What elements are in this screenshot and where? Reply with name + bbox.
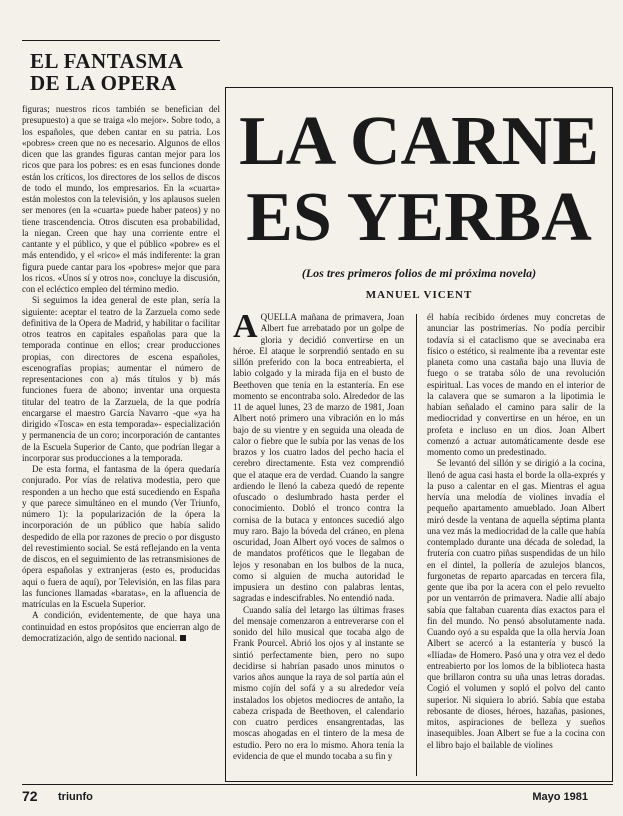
footer-rule [22,784,613,785]
end-square-icon [180,635,186,641]
feature-headline [226,104,612,256]
opening-text: mañana de primavera, Joan Albert fue arrebatado por un golpe de gloria y decidió convertirse en un héroe. El ataque le sorprendió sentado en su sillón preferido con la boca entreabierta, el labio colgado y la mirada fija en el busto de Beethoven que tenía en la estantería. En ese momento se encontraba solo. Alrededor de las 11 de aquel lunes, 23 de marzo de 1981, Joan Albert notó primero una vibración en lo más bajo de su vientre y en seguida una oleada de calor o fiebre que le subía por las venas de los brazos y los cuatro lados del pecho hacia el cerebro directamente. Esta vez comprendió que el ataque era de verdad. Cuando la sangre ardiendo le llenó la cabeza quedó de repente ofuscado o deslumbrado hasta perder el conocimiento. Dobló el tronco contra la cornisa de la butaca y entonces sucedió algo muy raro. Bajo la bóveda del cráneo, en plena oscuridad, Joan Albert oyó voces de salmos o de mandatos proféticos que le llegaban de lejos y resonaban en los bulbos de la nuca, como si alguien de mucha autoridad le impusiera un destino con palabras lentas, sagradas e indescifrables. No entendió nada. [233,312,404,604]
drop-cap: A [233,312,258,345]
section-title [30,50,220,94]
section-title-line1: EL FANTASMA [30,49,184,73]
left-paragraph-last [22,610,220,644]
section-title-line2: DE LA OPERA [30,71,177,95]
left-paragraph-text: A condición, evidentemente, de que haya una continuidad en estos propósitos que encierran algo de democratización, algo de sentido nacional. [22,610,220,643]
feature-paragraph: él había recibido órdenes muy concretas de anunciar las postrimerías. No podía percibir todavía si el cataclismo que se avecinaba era físico o estético, si realmente iba a reventar este planeta como una castaña bajo una lluvia de fuego o se trataba sólo de una revolución espiritual. Las voces de mando en el interior de la calavera que se sumaron a la lipotimia le habían señalado el camino para salir de la mediocridad y convertirse en un héroe, en un profeta e incluso en un dios. Joan Albert comenzó a actuar automáticamente desde ese momento como un predestinado. [427,312,605,457]
left-paragraph: figuras; nuestros ricos también se benefician del presupuesto) a que se traiga «lo mejor». Sobre todo, a los españoles, que deben cantar en su patria. Los «pobres» creen que no es necesario. Algunos de ellos dicen que las grandes figuras cantan mejor para los ricos que para los pobres: es en esas funciones donde están los críticos, los directores de los sellos de discos de todo el mundo, los empresarios. En la «cuarta» están molestos con la televisión, y los aplausos suelen ser menores (en la «cuarta» puede haber pateos) y no tiene trascendencia. Otros discuten esa probabilidad, la niegan. Creen que hay una corriente entre el cantante y el público, y que el público «pobre» es el más entendido, y el «rico» el más indiferente: la gran figura puede cantar para los «pobres» mejor que para los ricos. «Unos sí y otros no», concluye la discusión, con el ecléctico empleo del término medio. [22,104,220,294]
top-rule [22,40,220,41]
issue-date: Mayo 1981 [532,791,588,803]
feature-column-2 [427,312,605,780]
magazine-name: triunfo [58,791,93,803]
left-paragraph: De esta forma, el fantasma de la ópera quedaría conjurado. Por vías de relativa modestia, pero que responden a un hecho que está sucediendo en España y que parece simultáneo en el mundo (Ver Triunfo, número 1): la popularización de la ópera la incorporación de un público que había salido despedido de ella por razones de precio o por disgusto del revestimiento social. Se está reflejando en la venta de discos, en el seguimiento de las retransmisiones de ópera españolas y extranjeras (esto es, producidas aquí o fuera de aquí), por Televisión, en las filas para las funciones llamadas «baratas», en la afluencia de matrículas en la Escuela Superior. [22,464,220,609]
feature-paragraph: Se levantó del sillón y se dirigió a la cocina, llenó de agua casi hasta el borde la olla-exprés y la puso a calentar en el gas. Mientras el agua hervía una melodía de violines invadía el pequeño apartamento amueblado. Joan Albert miró desde la ventana de aquella séptima planta una vez más la mediocridad de la calle que había contemplado durante una década de soledad, la frutería con cuatro piñas suspendidas de un hilo en el dintel, la pollería de azulejos blancos, furgonetas de reparto aparcadas en tercera fila, gente que iba por la acera con el pelo revuelto por un ventarrón de primavera. Nadie allí abajo sabía que faltaban cuarenta días exactos para el fin del mundo. No pensó absolutamente nada. Cuando oyó a su espalda que la olla hervía Joan Albert se acercó a la estantería y buscó la «Ilíada» de Homero. Pasó una y otra vez el dedo entreabierto por los lomos de la biblioteca hasta que brillaron contra su uña unas letras doradas. Cogió el volumen y sopló el polvo del canto superior. Ni siquiera lo abrió. Sabía que estaba rebosante de dioses, héroes, hazañas, pasiones, mitos, aspiraciones de belleza y sueños inasequibles. Joan Albert se fue a la cocina con el libro bajo el bailable de violines [427,458,605,750]
headline-line1: LA CARNE [239,103,599,180]
opening-smallcaps: QUELLA [260,312,297,322]
page-number: 72 [22,788,38,804]
feature-box [225,87,613,782]
feature-subtitle: (Los tres primeros folios de mi próxima novela) [301,266,537,280]
feature-column-1 [233,312,404,780]
left-column-text [22,104,220,776]
headline-line2: ES YERBA [246,179,592,256]
feature-paragraph [233,312,404,605]
feature-paragraph: Cuando salía del letargo las últimas frases del mensaje comenzaron a entreverarse con el sonido del hilo musical que tocaba algo de Frank Pourcel. Abrió los ojos y al instante se sintió perfectamente bien, pero no supo decidirse si habrían pasado unos minutos o varios años aunque la raya de sol partía aún el mismo cojín del sofá y a su alrededor veía instalados los objetos mediocres de antaño, la cabeza crispada de Beethoven, el calendario con cuatro perdices ensangrentadas, las moscas ahogadas en el tintero de la mesa de estudio. Pero no era lo mismo. Ahora tenía la evidencia de que el mundo tocaba a su fin y [233,604,404,761]
feature-author: MANUEL VICENT [365,289,473,301]
left-paragraph: Si seguimos la idea general de este plan, sería la siguiente: aceptar el teatro de la Zarzuela como sede definitiva de la Opera de Madrid, y habilitar o facilitar otros teatros en capitales españolas para que la temporada continue en ellos; crear producciones propias, con directores de escena españoles, escenografías propias; aumentar el número de representaciones con a) más títulos y b) más funciones fuera de abono; inventar una orquesta titular del teatro de la Zarzuela, de la que podría encargarse el maestro García Navarro -que «ya ha dirigido «Tosca» en esta temporada»- especialización y permanencia de un coro; incorporación de cantantes de la Escuela Superior de Canto, que podrían llegar a incorporar sus producciones a la temporada. [22,295,220,463]
column-divider [416,314,417,776]
